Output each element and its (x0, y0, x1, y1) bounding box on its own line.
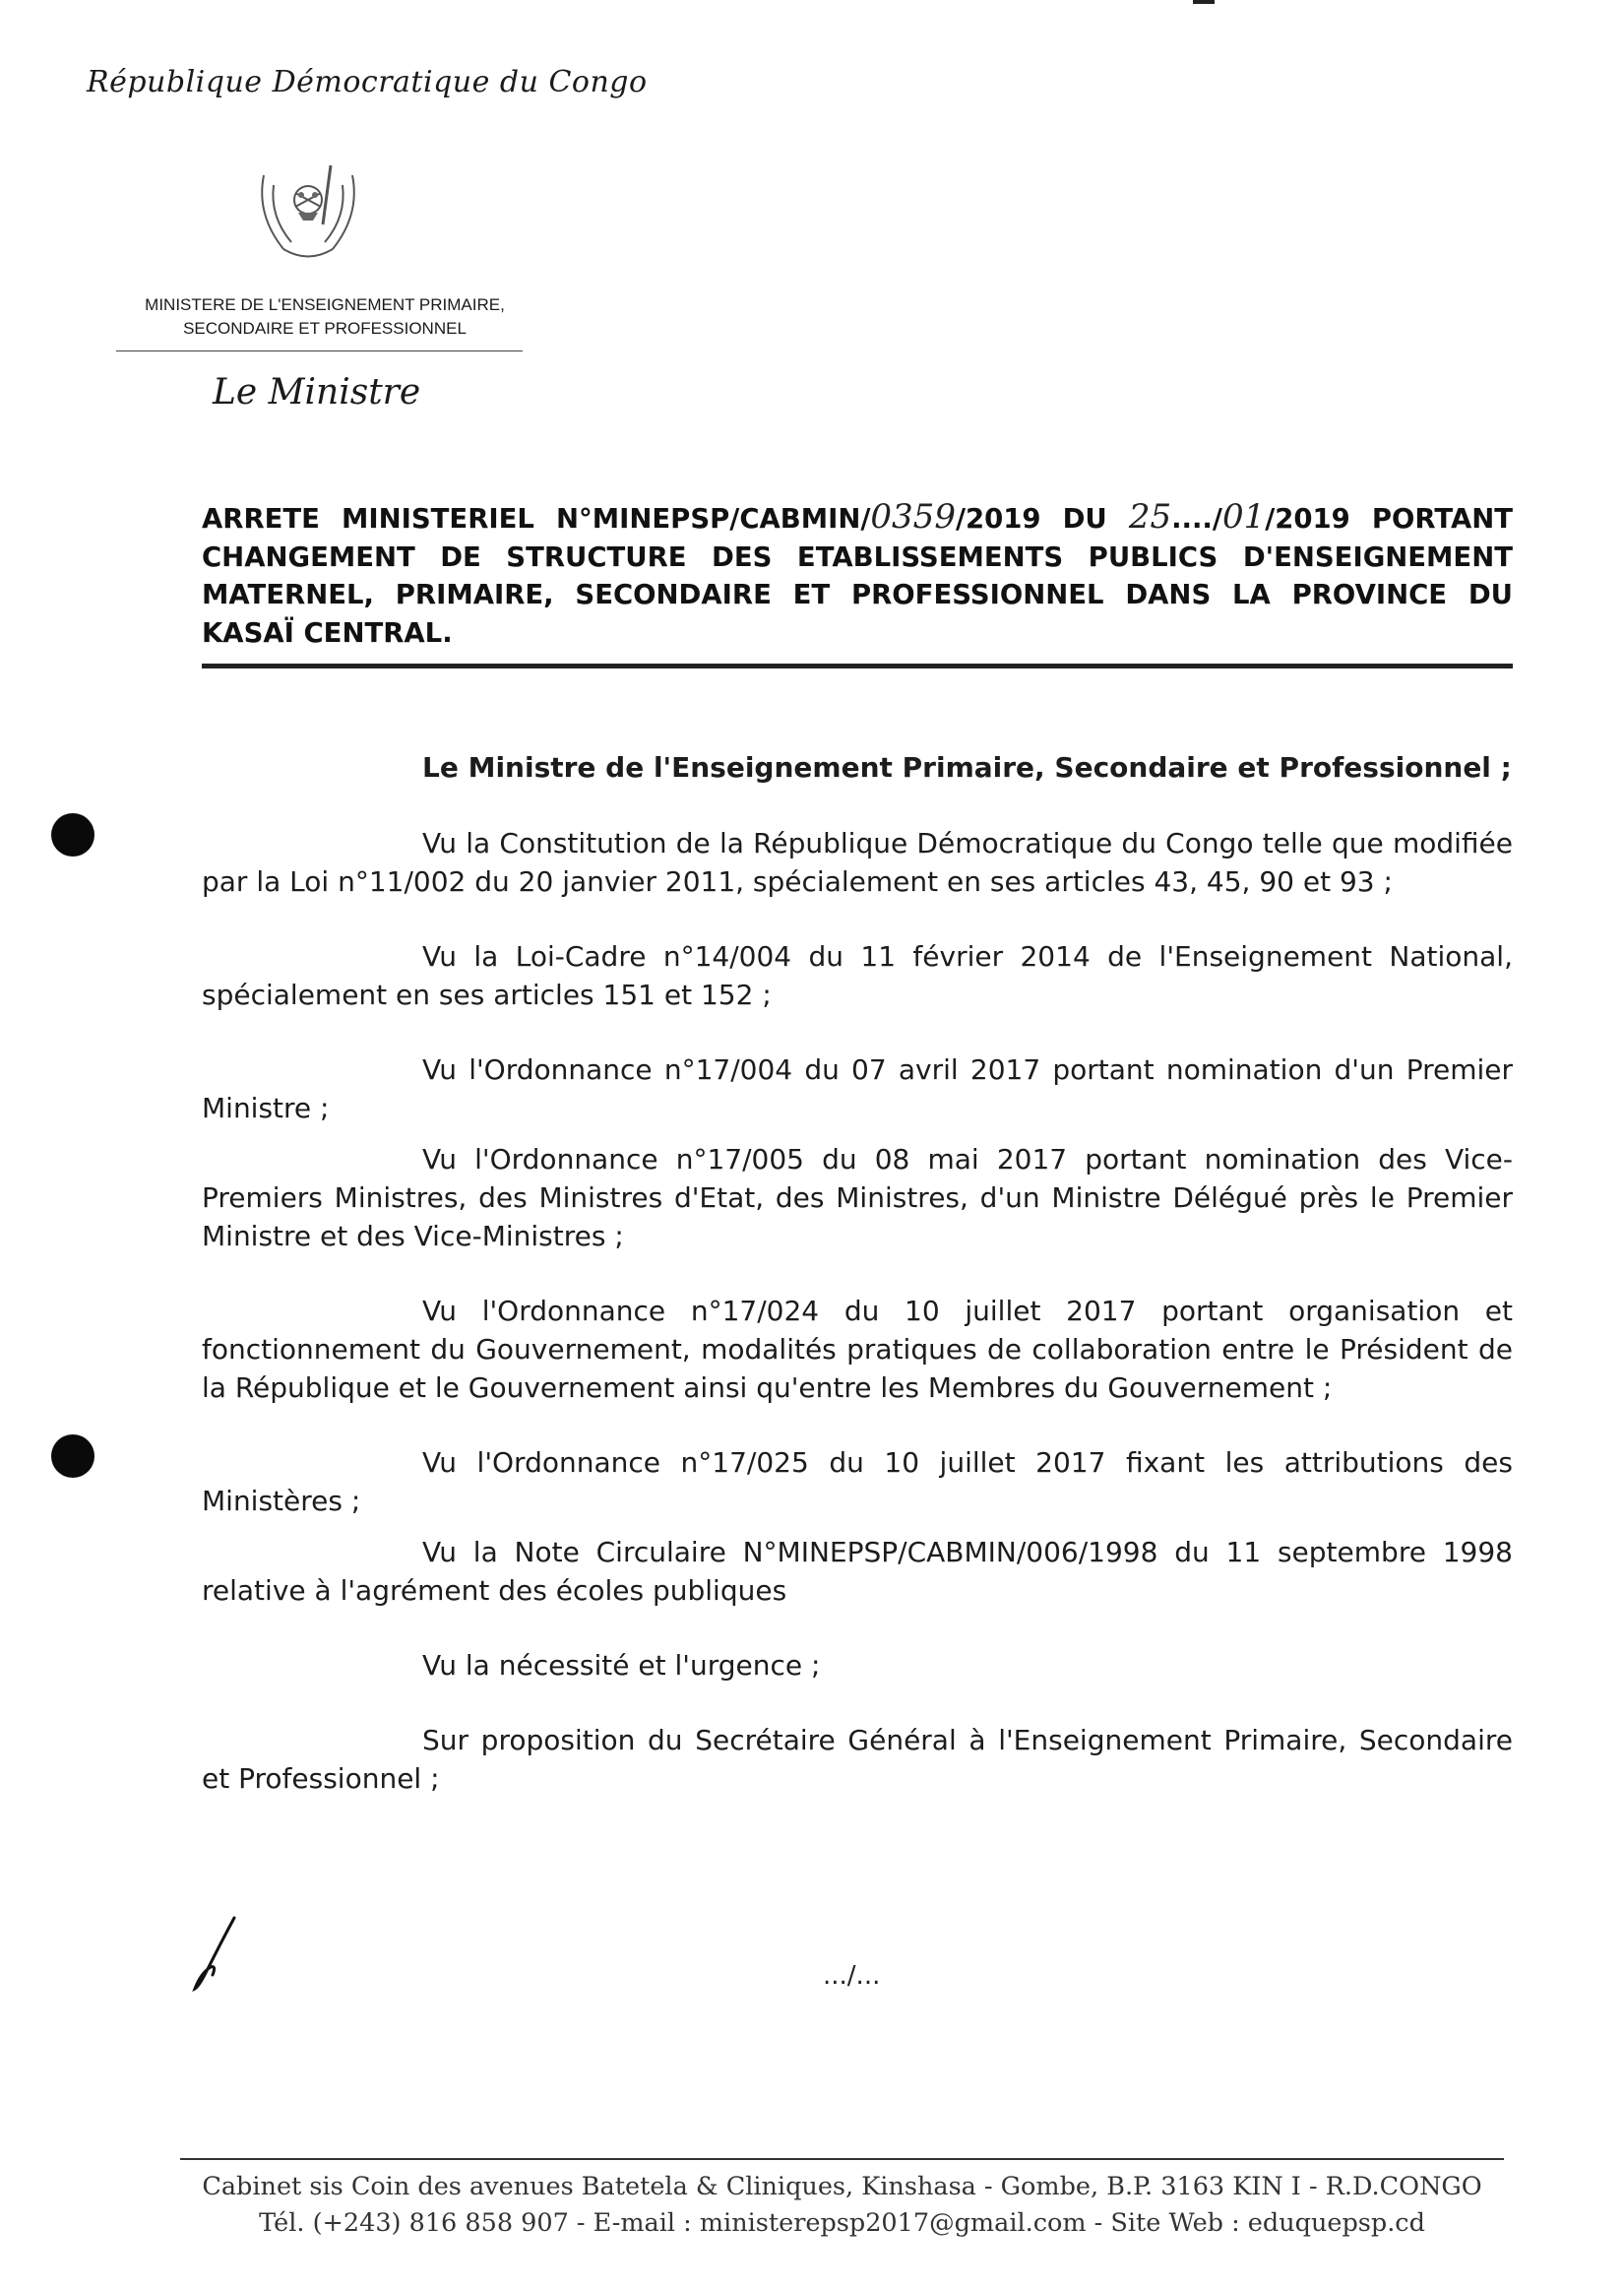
title-part-1: ARRETE MINISTERIEL N°MINEPSP/CABMIN/ (202, 503, 871, 535)
recital: Sur proposition du Secrétaire Général à l'Enseignement Primaire, Secondaire et Professionnel ; (202, 1724, 1513, 1795)
ministry-line-1: MINISTERE DE L'ENSEIGNEMENT PRIMAIRE, (145, 295, 505, 314)
coat-of-arms-icon (244, 146, 372, 274)
recital: Vu l'Ordonnance n°17/025 du 10 juillet 2017 fixant les attributions des Ministères ; (202, 1446, 1513, 1517)
recital: Vu l'Ordonnance n°17/024 du 10 juillet 2017 portant organisation et fonctionnement du Gouvernement, modalités pratiques de collaboration entre le Président de la République et le Gouvernement ainsi qu'entre les Membres du Gouvernement ; (202, 1295, 1513, 1404)
recital: Vu la Loi-Cadre n°14/004 du 11 février 2014 de l'Enseignement National, spécialement en ses articles 151 et 152 ; (202, 940, 1513, 1011)
handwritten-day: 25 (1128, 497, 1172, 537)
ministry-name (98, 293, 551, 341)
handwritten-month: 01 (1221, 497, 1266, 537)
title-part-3: ..../ (1171, 503, 1222, 535)
recital: Vu l'Ordonnance n°17/004 du 07 avril 2017 portant nomination d'un Premier Ministre ; (202, 1053, 1513, 1124)
title-part-2: /2019 DU (955, 503, 1129, 535)
handwritten-number: 0359 (870, 497, 956, 537)
recital: Vu la Constitution de la République Démocratique du Congo telle que modifiée par la Loi n°11/002 du 20 janvier 2011, spécialement en ses articles 43, 45, 90 et 93 ; (202, 827, 1513, 898)
initial-mark-icon (187, 1914, 246, 1993)
continuation-mark: .../... (823, 1961, 881, 1991)
recital: Vu la nécessité et l'urgence ; (422, 1649, 821, 1682)
lead-paragraph: Le Ministre de l'Enseignement Primaire, Secondaire et Professionnel ; (422, 751, 1512, 784)
scan-mark (1193, 0, 1215, 4)
title-underline (202, 664, 1513, 668)
title-part-4: /2019 PORTANT CHANGEMENT DE STRUCTURE DES ETABLISSEMENTS PUBLICS D'ENSEIGNEMENT MATERNEL, PRIMAIRE, SECONDAIRE ET PROFESSIONNEL DANS LA PROVINCE DU KASAÏ CENTRAL. (202, 503, 1514, 649)
decree-body (202, 748, 1513, 1798)
ministry-line-2: SECONDAIRE ET PROFESSIONNEL (183, 319, 467, 338)
ministry-underline (116, 350, 523, 351)
punch-hole (51, 1434, 94, 1478)
punch-hole (51, 813, 94, 857)
signatory-heading: Le Ministre (213, 372, 421, 413)
decree-title (202, 498, 1513, 652)
recital: Vu la Note Circulaire N°MINEPSP/CABMIN/006/1998 du 11 septembre 1998 relative à l'agrément des écoles publiques (202, 1536, 1513, 1607)
footer-rule (180, 2158, 1504, 2160)
republic-heading: République Démocratique du Congo (87, 65, 648, 99)
footer-contact: Tél. (+243) 816 858 907 - E-mail : ministerepsp2017@gmail.com - Site Web : eduquepsp.cd (259, 2208, 1425, 2238)
footer-address: Cabinet sis Coin des avenues Batetela & Cliniques, Kinshasa - Gombe, B.P. 3163 KIN I - R.D.CONGO (202, 2172, 1482, 2201)
recital: Vu l'Ordonnance n°17/005 du 08 mai 2017 portant nomination des Vice-Premiers Ministres, des Ministres d'Etat, des Ministres, d'un Ministre Délégué près le Premier Ministre et des Vice-Ministres ; (202, 1143, 1513, 1252)
footer (180, 2169, 1504, 2242)
